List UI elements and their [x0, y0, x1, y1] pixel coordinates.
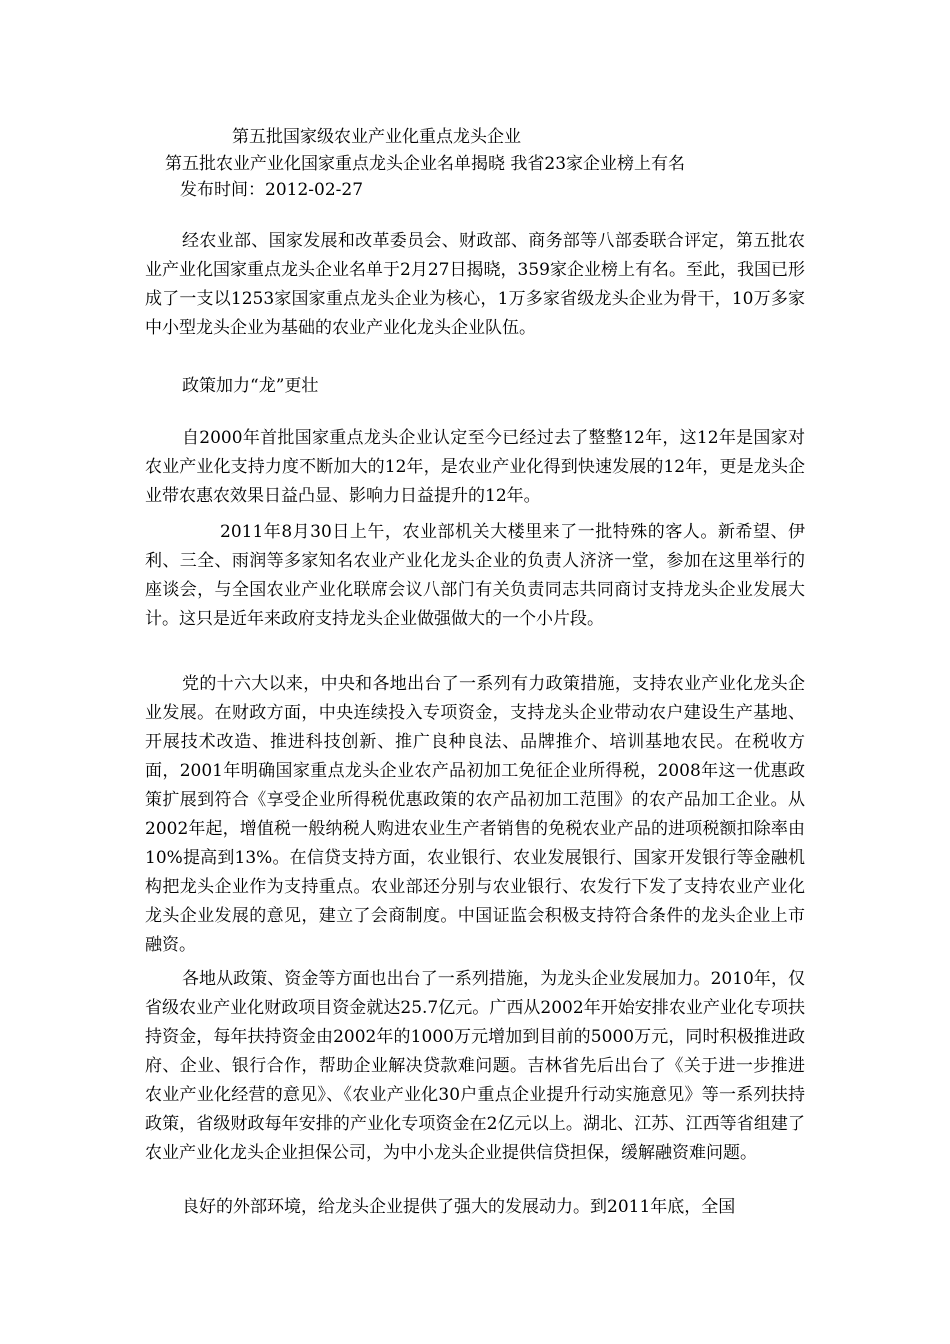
document-subtitle: 第五批农业产业化国家重点龙头企业名单揭晓 我省23家企业榜上有名: [165, 154, 686, 174]
paragraph-5: 各地从政策、资金等方面也出台了一系列措施，为龙头企业发展加力。2010年，仅省级农业产业化财政项目资金就达25.7亿元。广西从2002年开始安排农业产业化专项扶持资金，每年扶持资金由2002年的1000万元增加到目前的5000万元，同时积极推进政府、企业、银行合作，帮助企业解决贷款难问题。吉林省先后出台了《关于进一步推进农业产业化经营的意见》、《农业产业化30户重点企业提升行动实施意见》等一系列扶持政策，省级财政每年安排的产业化专项资金在2亿元以上。湖北、江苏、江西等省组建了农业产业化龙头企业担保公司，为中小龙头企业提供信贷担保，缓解融资难问题。: [145, 969, 805, 1163]
paragraph-1: 经农业部、国家发展和改革委员会、财政部、商务部等八部委联合评定，第五批农业产业化国家重点龙头企业名单于2月27日揭晓，359家企业榜上有名。至此，我国已形成了一支以1253家国家重点龙头企业为核心，1万多家省级龙头企业为骨干，10万多家中小型龙头企业为基础的农业产业化龙头企业队伍。: [145, 231, 805, 338]
paragraph-4: 党的十六大以来，中央和各地出台了一系列有力政策措施，支持农业产业化龙头企业发展。在财政方面，中央连续投入专项资金，支持龙头企业带动农户建设生产基地、开展技术改造、推进科技创新、推广良种良法、品牌推介、培训基地农民。在税收方面，2001年明确国家重点龙头企业农产品初加工免征企业所得税，2008年这一优惠政策扩展到符合《享受企业所得税优惠政策的农产品初加工范围》的农产品加工企业。从2002年起，增值税一般纳税人购进农业生产者销售的免税农业产品的进项税额扣除率由10%提高到13%。在信贷支持方面，农业银行、农业发展银行、国家开发银行等金融机构把龙头企业作为支持重点。农业部还分别与农业银行、农发行下发了支持农业产业化龙头企业发展的意见，建立了会商制度。中国证监会积极支持符合条件的龙头企业上市融资。: [145, 674, 805, 955]
section-heading: 政策加力“龙”更壮: [182, 376, 319, 396]
document-title: 第五批国家级农业产业化重点龙头企业: [232, 127, 521, 147]
paragraph-2: 自2000年首批国家重点龙头企业认定至今已经过去了整整12年，这12年是国家对农业产业化支持力度不断加大的12年，是农业产业化得到快速发展的12年，更是龙头企业带农惠农效果日益凸显、影响力日益提升的12年。: [145, 428, 805, 506]
publish-date: 发布时间：2012-02-27: [180, 180, 364, 200]
paragraph-6: 良好的外部环境，给龙头企业提供了强大的发展动力。到2011年底，全国: [182, 1197, 736, 1217]
paragraph-3: 2011年8月30日上午，农业部机关大楼里来了一批特殊的客人。新希望、伊利、三全、雨润等多家知名农业产业化龙头企业的负责人济济一堂，参加在这里举行的座谈会，与全国农业产业化联席会议八部门有关负责同志共同商讨支持龙头企业发展大计。这只是近年来政府支持龙头企业做强做大的一个小片段。: [145, 522, 805, 629]
